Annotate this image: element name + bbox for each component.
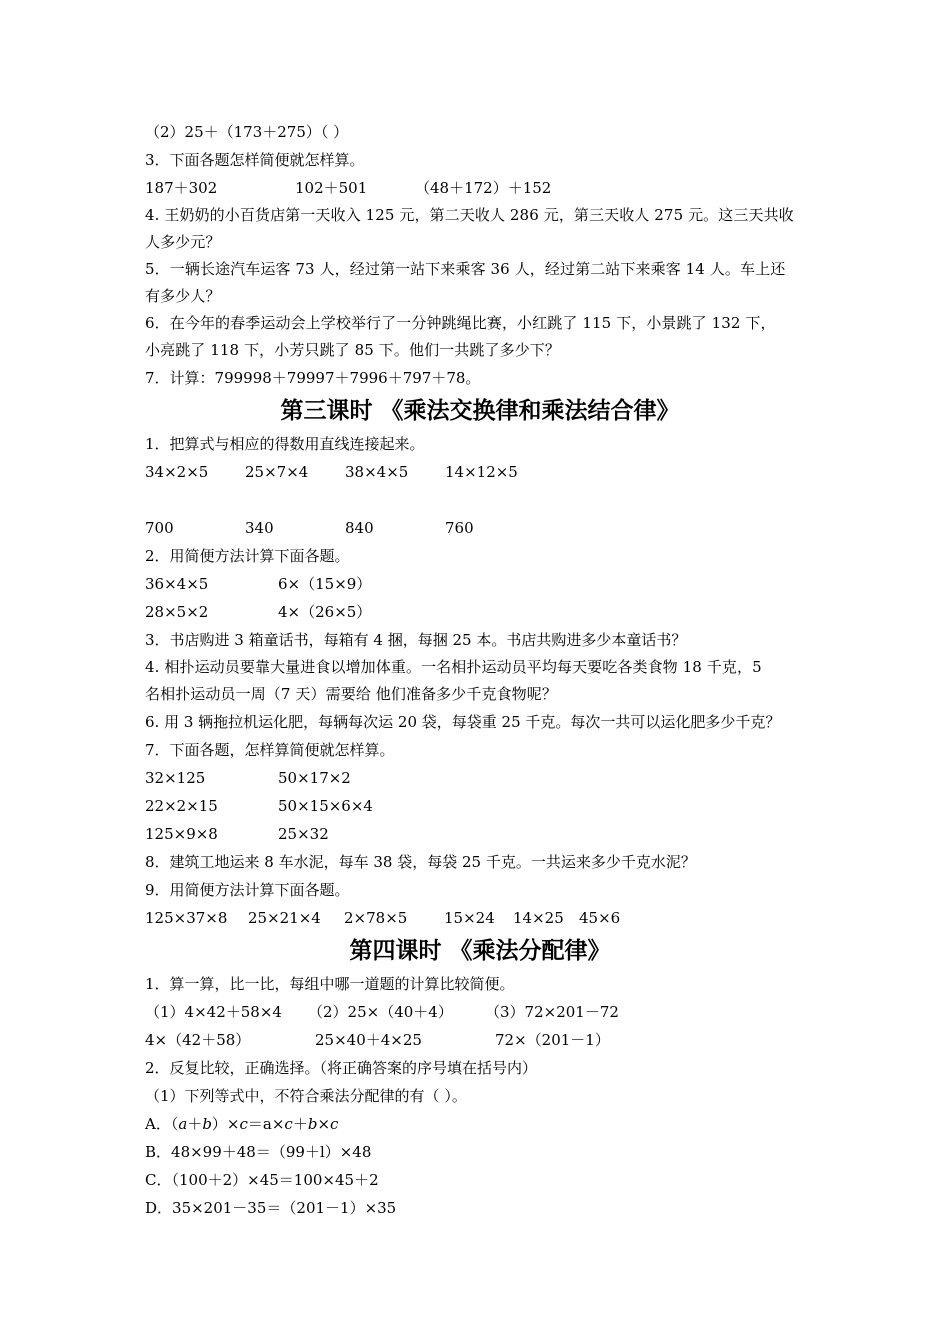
text: ＝a× — [247, 1115, 285, 1133]
s3-question-6: 6. 用 3 辆拖拉机运化肥，每辆每次运 20 袋，每袋重 25 千克。每次一共可以运化肥多少千克？ — [145, 713, 781, 731]
expression: 50×17×2 — [278, 769, 351, 787]
expression: 14×25 — [513, 909, 564, 927]
expression: 4×（26×5） — [278, 603, 372, 621]
s3-q2-row-2 — [145, 598, 815, 626]
text-line: 6．在今年的春季运动会上学校举行了一分钟跳绳比赛，小红跳了 115 下，小景跳了 132 下， — [145, 314, 776, 332]
s3-q7-row-1 — [145, 764, 815, 792]
expression: 187＋302 — [145, 179, 218, 197]
expression: 28×5×2 — [145, 603, 209, 621]
expression: 125×9×8 — [145, 825, 218, 843]
expression: 38×4×5 — [345, 463, 409, 481]
expression: 25×21×4 — [248, 909, 321, 927]
expression: 102＋501 — [295, 179, 368, 197]
s3-q9-row — [145, 904, 815, 932]
text-line: 4. 相扑运动员要靠大量进食以增加体重。一名相扑运动员平均每天要吃各类食物 18 千克，5 — [145, 658, 762, 676]
text-line: 5．一辆长途汽车运客 73 人，经过第一站下来乘客 36 人，经过第二站下来乘客 14 人。车上还 — [145, 260, 786, 278]
text: × — [317, 1115, 331, 1133]
expression: 15×24 — [444, 909, 495, 927]
expression: 125×37×8 — [145, 909, 228, 927]
s3-question-1: 1．把算式与相应的得数用直线连接起来。 — [145, 435, 425, 453]
s3-question-4 — [145, 654, 815, 708]
s4-q1-row-2 — [145, 1026, 815, 1054]
text: ＋ — [187, 1115, 203, 1133]
s3-answer-row — [145, 514, 815, 542]
option-b: B．48×99＋48＝（99＋l）×48 — [145, 1143, 372, 1161]
s3-expression-row — [145, 458, 815, 486]
expression: 34×2×5 — [145, 463, 209, 481]
s3-q7-row-2 — [145, 792, 815, 820]
s4-q1-row-1 — [145, 998, 815, 1026]
s3-q7-row-3 — [145, 820, 815, 848]
expression: 50×15×6×4 — [278, 797, 373, 815]
variable: b — [307, 1115, 318, 1133]
expression: 25×7×4 — [245, 463, 309, 481]
variable: c — [239, 1115, 248, 1133]
answer: 340 — [245, 519, 274, 537]
expression: 22×2×15 — [145, 797, 218, 815]
expression: 4×（42＋58） — [145, 1031, 251, 1049]
text: ＋ — [292, 1115, 308, 1133]
expression: 36×4×5 — [145, 575, 209, 593]
s4-question-1: 1．算一算，比一比，每组中哪一道题的计算比较简便。 — [145, 975, 515, 993]
variable: a — [178, 1115, 188, 1133]
s3-question-3: 3．书店购进 3 箱童话书，每箱有 4 捆，每捆 25 本。书店共购进多少本童话书？ — [145, 631, 687, 649]
variable: c — [330, 1115, 339, 1133]
expression: 6×（15×9） — [278, 575, 372, 593]
answer: 840 — [345, 519, 374, 537]
variable: b — [202, 1115, 212, 1133]
expression: （2）25×（40＋4） — [308, 1003, 453, 1021]
text-line: 名相扑运动员一周（7 天）需要给 他们准备多少千克食物呢？ — [145, 685, 557, 703]
text-line: 小亮跳了 118 下，小芳只跳了 85 下。他们一共跳了多少下？ — [145, 341, 560, 359]
expression: 2×78×5 — [344, 909, 408, 927]
q3-expression-row — [145, 174, 815, 202]
question-5 — [145, 256, 815, 310]
expression: 45×6 — [579, 909, 621, 927]
question-4 — [145, 202, 815, 256]
document-page — [145, 118, 815, 1222]
s3-question-7: 7．下面各题，怎样算简便就怎样算。 — [145, 741, 395, 759]
section-3-title: 第三课时 《乘法交换律和乘法结合律》 — [280, 398, 680, 424]
question-7: 7．计算：799998＋79997＋7996＋797＋78。 — [145, 369, 481, 387]
expression: （3）72×201－72 — [485, 1003, 619, 1021]
question-6 — [145, 310, 815, 364]
option-c: C．（100＋2）×45＝100×45＋2 — [145, 1171, 379, 1189]
expression: 32×125 — [145, 769, 206, 787]
variable: c — [284, 1115, 293, 1133]
s4-question-2: 2．反复比较，正确选择。（将正确答案的序号填在括号内） — [145, 1059, 538, 1077]
s3-question-8: 8．建筑工地运来 8 车水泥，每车 38 袋，每袋 25 千克。一共运来多少千克水泥？ — [145, 853, 696, 871]
expression: 25×40＋4×25 — [315, 1031, 422, 1049]
question-3: 3．下面各题怎样简便就怎样算。 — [145, 151, 365, 169]
text: ）× — [211, 1115, 240, 1133]
text-line: 有多少人？ — [145, 287, 221, 305]
expression: 14×12×5 — [445, 463, 518, 481]
option-a — [145, 1110, 815, 1138]
text-line: 人多少元？ — [145, 233, 221, 251]
text-line: 4. 王奶奶的小百货店第一天收入 125 元，第二天收人 286 元，第三天收人 275 元。这三天共收 — [145, 206, 794, 224]
text: A．（ — [145, 1115, 179, 1133]
section-4-title: 第四课时 《乘法分配律》 — [349, 938, 611, 964]
s3-q2-row-1 — [145, 570, 815, 598]
answer: 700 — [145, 519, 174, 537]
spacer — [145, 486, 815, 514]
text-line: （2）25＋（173＋275）（ ） — [145, 123, 349, 141]
expression: 72×（201－1） — [495, 1031, 610, 1049]
expression: （48＋172）＋152 — [415, 179, 552, 197]
answer: 760 — [445, 519, 474, 537]
option-d: D．35×201－35＝（201－1）×35 — [145, 1199, 397, 1217]
s3-question-9: 9．用简便方法计算下面各题。 — [145, 881, 350, 899]
s3-question-2: 2．用简便方法计算下面各题。 — [145, 547, 350, 565]
expression: 25×32 — [278, 825, 329, 843]
expression: （1）4×42＋58×4 — [145, 1003, 282, 1021]
s4-q2-sub-1: （1）下列等式中，不符合乘法分配律的有（ ）。 — [145, 1087, 467, 1105]
